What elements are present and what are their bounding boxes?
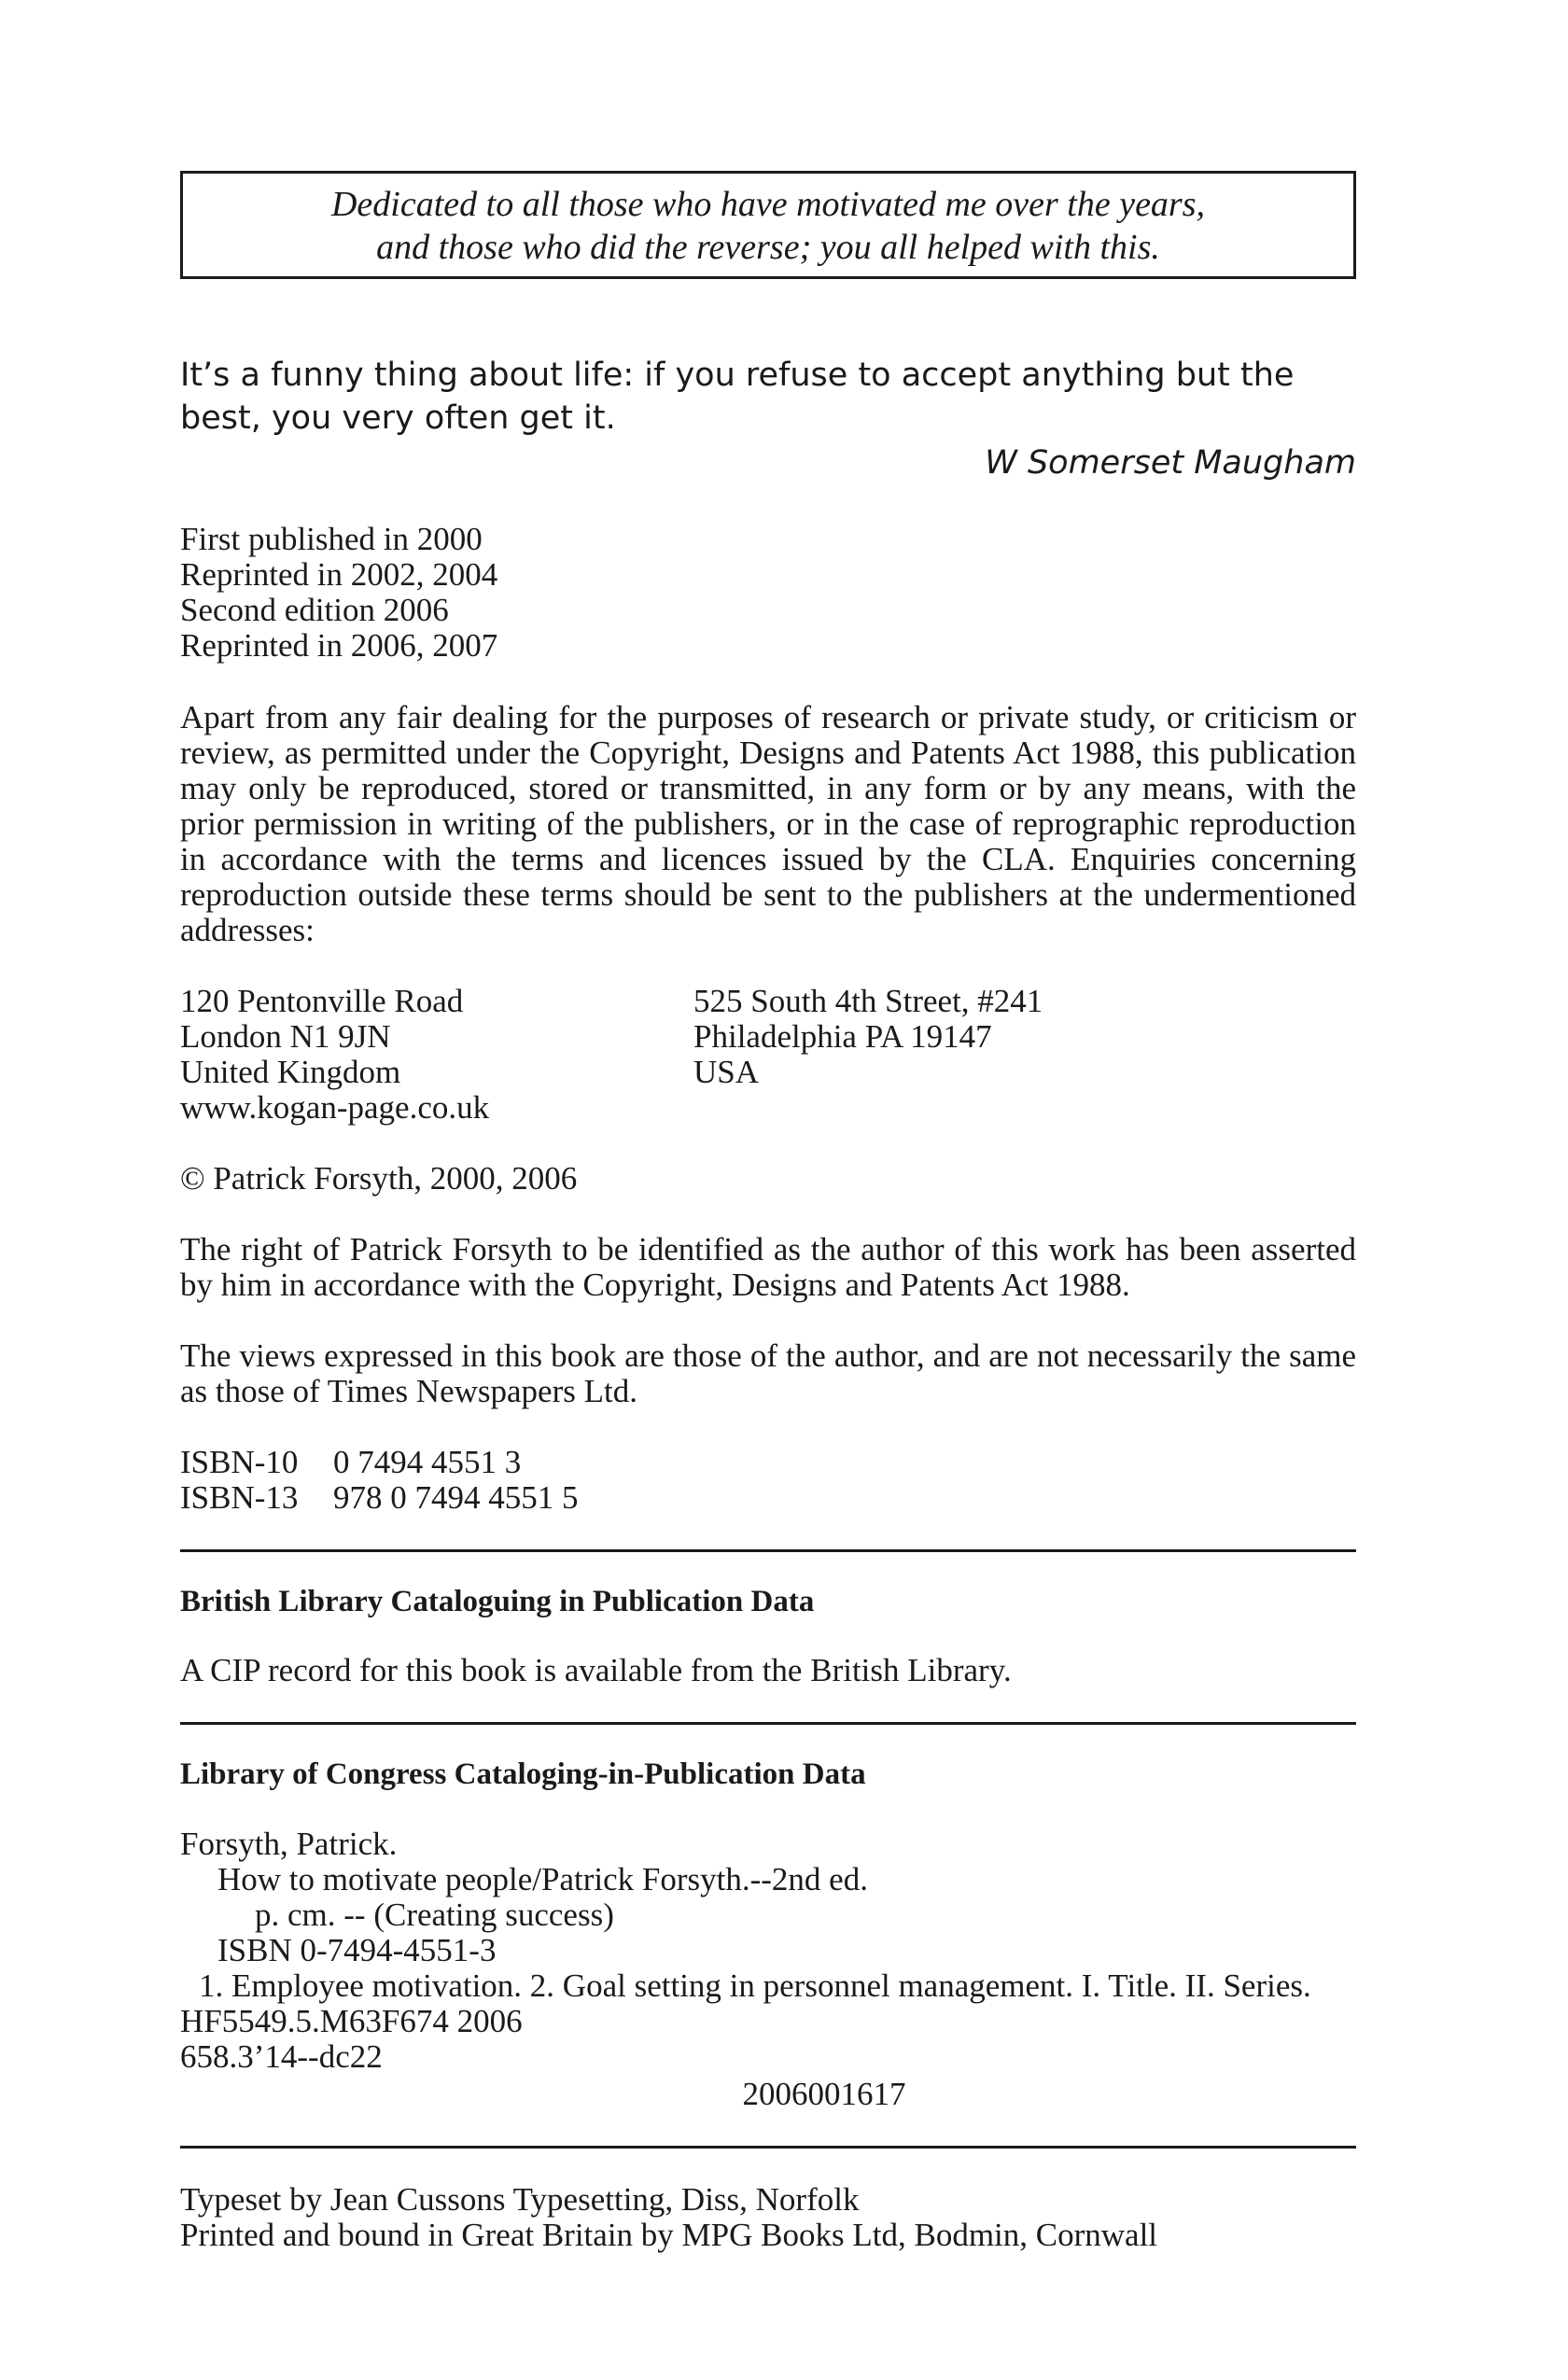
divider (180, 1722, 1356, 1725)
moral-right-statement: The right of Patrick Forsyth to be identified as the author of this work has been asserted by him in accordance with the Copyright, Designs and Patents Act 1988. (180, 1231, 1356, 1303)
dedication-box (180, 171, 1356, 279)
isbn-row (180, 1445, 1356, 1480)
divider (180, 1549, 1356, 1552)
library-of-congress-title: Library of Congress Cataloging-in-Publication Data (180, 1757, 866, 1791)
dedication-line: Dedicated to all those who have motivated me over the years, (330, 185, 1206, 224)
address-line: USA (693, 1054, 760, 1090)
dedication-line: and those who did the reverse; you all helped with this. (376, 228, 1160, 267)
address-line: 525 South 4th Street, #241 (693, 983, 1043, 1019)
divider (180, 2146, 1356, 2149)
epigraph-attribution: W Somerset Maugham (985, 444, 1356, 482)
production-credits (180, 2182, 1356, 2253)
british-library-text: A CIP record for this book is available from the British Library. (180, 1652, 1012, 1688)
copyright-page (180, 171, 1356, 2253)
isbn-label: ISBN-10 (180, 1444, 299, 1480)
isbn-value: 0 7494 4551 3 (333, 1444, 522, 1480)
us-address (693, 984, 1043, 1126)
library-of-congress-record (180, 1827, 1356, 2112)
publication-history (180, 522, 1356, 664)
typeset-credit: Typeset by Jean Cussons Typesetting, Diss, Norfolk (180, 2181, 860, 2218)
views-disclaimer: The views expressed in this book are those of the author, and are not necessarily the same as those of Times Newspapers Ltd. (180, 1337, 1356, 1409)
loc-line: 1. Employee motivation. 2. Goal setting in personnel management. I. Title. II. Series. (199, 1967, 1311, 2004)
address-line: 120 Pentonville Road (180, 983, 464, 1019)
address-line: United Kingdom (180, 1054, 401, 1090)
history-line: First published in 2000 (180, 521, 483, 557)
isbn-value: 978 0 7494 4551 5 (333, 1479, 579, 1516)
isbn-label: ISBN-13 (180, 1479, 299, 1516)
epigraph-quote: It’s a funny thing about life: if you refuse to accept anything but the best, you very often get it. (180, 357, 1295, 437)
uk-address (180, 984, 693, 1126)
loc-line: HF5549.5.M63F674 2006 (180, 2003, 523, 2039)
loc-line: p. cm. -- (Creating success) (255, 1897, 614, 1933)
history-line: Second edition 2006 (180, 592, 449, 628)
british-library-title: British Library Cataloguing in Publication Data (180, 1585, 815, 1618)
publisher-website: www.kogan-page.co.uk (180, 1089, 490, 1126)
history-line: Reprinted in 2006, 2007 (180, 627, 498, 664)
loc-line: How to motivate people/Patrick Forsyth.--2nd ed. (217, 1861, 868, 1897)
loc-line: 658.3’14--dc22 (180, 2038, 383, 2075)
loc-control-number: 2006001617 (742, 2076, 906, 2112)
copyright-line: © Patrick Forsyth, 2000, 2006 (180, 1160, 578, 1197)
publisher-addresses (180, 984, 1356, 1126)
printer-credit: Printed and bound in Great Britain by MPG Books Ltd, Bodmin, Cornwall (180, 2217, 1158, 2253)
address-line: London N1 9JN (180, 1018, 391, 1055)
rights-notice: Apart from any fair dealing for the purposes of research or private study, or criticism or review, as permitted under the Copyright, Designs and Patents Act 1988, this publication may only be reproduced, stored or transmitted, in any form or by any means, with the prior permission in writing of the publishers, or in the case of reprographic reproduction in accordance with the terms and licences issued by the CLA. Enquiries concerning reproduction outside these terms should be sent to the publishers at the undermentioned addresses: (180, 699, 1356, 948)
isbn-block (180, 1445, 1356, 1516)
address-line: Philadelphia PA 19147 (693, 1018, 992, 1055)
loc-line: Forsyth, Patrick. (180, 1826, 398, 1862)
loc-line: ISBN 0-7494-4551-3 (217, 1932, 497, 1968)
isbn-row (180, 1480, 1356, 1516)
history-line: Reprinted in 2002, 2004 (180, 556, 498, 593)
